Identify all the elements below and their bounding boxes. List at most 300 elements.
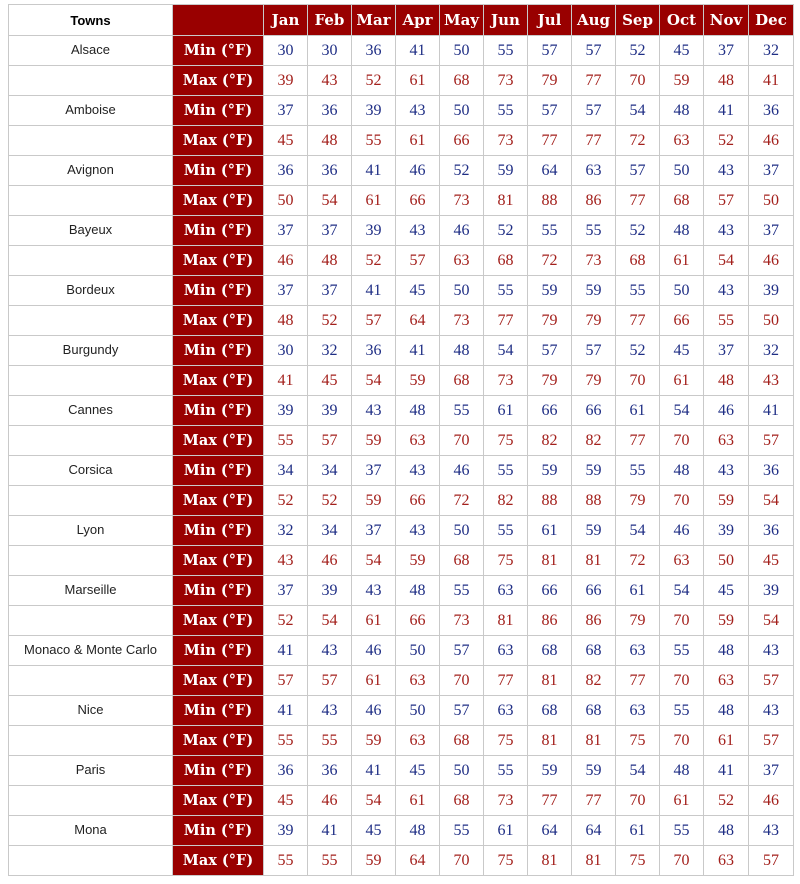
min-temp-cell: 66	[528, 576, 572, 606]
town-spacer	[9, 546, 173, 576]
min-temp-cell: 36	[264, 756, 308, 786]
min-temp-cell: 46	[440, 456, 484, 486]
min-temp-cell: 45	[660, 36, 704, 66]
min-temp-cell: 57	[528, 336, 572, 366]
min-temp-cell: 63	[616, 636, 660, 666]
town-name: Monaco & Monte Carlo	[9, 636, 173, 666]
town-name: Corsica	[9, 456, 173, 486]
month-header: Apr	[396, 5, 440, 36]
min-temp-cell: 43	[396, 96, 440, 126]
max-temp-cell: 61	[352, 606, 396, 636]
town-spacer	[9, 846, 173, 876]
max-temp-cell: 55	[352, 126, 396, 156]
max-temp-cell: 63	[396, 726, 440, 756]
min-temp-cell: 45	[396, 276, 440, 306]
max-temp-cell: 41	[264, 366, 308, 396]
min-temp-cell: 63	[484, 576, 528, 606]
min-temp-cell: 36	[308, 156, 352, 186]
max-temp-cell: 77	[528, 126, 572, 156]
max-temp-cell: 77	[616, 426, 660, 456]
max-temp-cell: 48	[308, 246, 352, 276]
month-header: Aug	[572, 5, 616, 36]
min-temp-cell: 32	[264, 516, 308, 546]
max-temp-cell: 57	[749, 666, 794, 696]
table-row-max	[9, 246, 794, 276]
max-temp-cell: 55	[264, 846, 308, 876]
max-temp-cell: 73	[484, 366, 528, 396]
min-temp-cell: 37	[264, 576, 308, 606]
max-temp-cell: 48	[704, 366, 749, 396]
max-temp-cell: 50	[704, 546, 749, 576]
max-temp-cell: 68	[440, 546, 484, 576]
table-row-max	[9, 486, 794, 516]
max-temp-cell: 52	[352, 246, 396, 276]
min-temp-cell: 43	[396, 216, 440, 246]
max-temp-cell: 72	[616, 546, 660, 576]
max-label: Max (°F)	[173, 846, 264, 876]
min-temp-cell: 43	[704, 456, 749, 486]
min-temp-cell: 63	[484, 696, 528, 726]
max-label: Max (°F)	[173, 666, 264, 696]
min-temp-cell: 68	[572, 696, 616, 726]
min-temp-cell: 59	[484, 156, 528, 186]
town-name: Bordeux	[9, 276, 173, 306]
max-temp-cell: 64	[396, 846, 440, 876]
max-temp-cell: 55	[704, 306, 749, 336]
max-label: Max (°F)	[173, 126, 264, 156]
min-temp-cell: 66	[528, 396, 572, 426]
min-temp-cell: 39	[308, 576, 352, 606]
max-temp-cell: 54	[308, 606, 352, 636]
max-temp-cell: 61	[352, 666, 396, 696]
max-temp-cell: 82	[528, 426, 572, 456]
min-temp-cell: 30	[264, 336, 308, 366]
town-spacer	[9, 306, 173, 336]
max-temp-cell: 41	[749, 66, 794, 96]
max-temp-cell: 46	[264, 246, 308, 276]
max-temp-cell: 66	[396, 606, 440, 636]
min-temp-cell: 36	[308, 756, 352, 786]
max-temp-cell: 79	[528, 306, 572, 336]
max-temp-cell: 46	[308, 546, 352, 576]
max-label: Max (°F)	[173, 66, 264, 96]
max-temp-cell: 54	[749, 486, 794, 516]
min-temp-cell: 54	[660, 576, 704, 606]
max-temp-cell: 61	[352, 186, 396, 216]
min-temp-cell: 55	[616, 456, 660, 486]
max-temp-cell: 48	[264, 306, 308, 336]
max-temp-cell: 70	[660, 846, 704, 876]
min-temp-cell: 32	[749, 36, 794, 66]
table-row-max	[9, 666, 794, 696]
min-temp-cell: 59	[572, 756, 616, 786]
max-temp-cell: 66	[396, 186, 440, 216]
min-temp-cell: 43	[749, 696, 794, 726]
min-label: Min (°F)	[173, 36, 264, 66]
min-temp-cell: 39	[749, 576, 794, 606]
max-temp-cell: 66	[440, 126, 484, 156]
min-temp-cell: 41	[749, 396, 794, 426]
max-temp-cell: 79	[528, 66, 572, 96]
min-temp-cell: 41	[704, 756, 749, 786]
min-temp-cell: 43	[352, 396, 396, 426]
month-header: May	[440, 5, 484, 36]
min-temp-cell: 55	[440, 576, 484, 606]
max-temp-cell: 81	[528, 666, 572, 696]
min-temp-cell: 39	[352, 216, 396, 246]
min-temp-cell: 41	[396, 336, 440, 366]
max-temp-cell: 86	[572, 186, 616, 216]
min-temp-cell: 55	[484, 96, 528, 126]
max-temp-cell: 77	[616, 306, 660, 336]
max-temp-cell: 50	[264, 186, 308, 216]
min-label: Min (°F)	[173, 276, 264, 306]
town-spacer	[9, 66, 173, 96]
min-temp-cell: 37	[264, 216, 308, 246]
min-temp-cell: 48	[660, 756, 704, 786]
max-label: Max (°F)	[173, 186, 264, 216]
table-row-min	[9, 276, 794, 306]
max-temp-cell: 86	[572, 606, 616, 636]
table-row-min	[9, 516, 794, 546]
town-spacer	[9, 366, 173, 396]
max-temp-cell: 59	[352, 486, 396, 516]
max-temp-cell: 54	[749, 606, 794, 636]
min-temp-cell: 61	[616, 576, 660, 606]
min-temp-cell: 57	[616, 156, 660, 186]
max-temp-cell: 54	[352, 786, 396, 816]
min-temp-cell: 39	[308, 396, 352, 426]
max-temp-cell: 54	[352, 546, 396, 576]
min-temp-cell: 43	[704, 216, 749, 246]
min-temp-cell: 55	[484, 456, 528, 486]
max-temp-cell: 57	[308, 426, 352, 456]
max-temp-cell: 73	[440, 606, 484, 636]
max-temp-cell: 63	[396, 666, 440, 696]
min-temp-cell: 43	[308, 696, 352, 726]
max-temp-cell: 46	[749, 786, 794, 816]
max-temp-cell: 54	[352, 366, 396, 396]
max-temp-cell: 70	[616, 786, 660, 816]
max-temp-cell: 77	[616, 666, 660, 696]
min-temp-cell: 48	[396, 576, 440, 606]
max-label: Max (°F)	[173, 366, 264, 396]
min-label: Min (°F)	[173, 576, 264, 606]
min-temp-cell: 66	[572, 576, 616, 606]
min-label: Min (°F)	[173, 96, 264, 126]
min-temp-cell: 37	[264, 96, 308, 126]
min-temp-cell: 30	[264, 36, 308, 66]
min-temp-cell: 55	[616, 276, 660, 306]
min-temp-cell: 46	[440, 216, 484, 246]
max-temp-cell: 70	[440, 666, 484, 696]
min-temp-cell: 55	[440, 396, 484, 426]
town-spacer	[9, 666, 173, 696]
max-temp-cell: 52	[264, 606, 308, 636]
max-temp-cell: 55	[264, 726, 308, 756]
min-temp-cell: 48	[440, 336, 484, 366]
label-header	[173, 5, 264, 36]
min-temp-cell: 52	[440, 156, 484, 186]
max-temp-cell: 63	[704, 666, 749, 696]
min-temp-cell: 50	[396, 636, 440, 666]
max-temp-cell: 46	[749, 126, 794, 156]
min-temp-cell: 41	[352, 156, 396, 186]
max-temp-cell: 75	[616, 726, 660, 756]
min-temp-cell: 37	[704, 36, 749, 66]
min-temp-cell: 64	[572, 816, 616, 846]
max-temp-cell: 79	[528, 366, 572, 396]
max-temp-cell: 73	[484, 126, 528, 156]
max-temp-cell: 45	[264, 126, 308, 156]
max-temp-cell: 63	[704, 426, 749, 456]
min-label: Min (°F)	[173, 216, 264, 246]
min-temp-cell: 48	[704, 696, 749, 726]
min-temp-cell: 52	[616, 336, 660, 366]
table-row-min	[9, 396, 794, 426]
max-temp-cell: 81	[572, 546, 616, 576]
max-temp-cell: 63	[660, 546, 704, 576]
max-label: Max (°F)	[173, 786, 264, 816]
max-temp-cell: 72	[616, 126, 660, 156]
max-temp-cell: 59	[352, 846, 396, 876]
min-temp-cell: 54	[616, 96, 660, 126]
table-row-min	[9, 576, 794, 606]
town-name: Alsace	[9, 36, 173, 66]
table-row-min	[9, 156, 794, 186]
min-temp-cell: 55	[440, 816, 484, 846]
max-temp-cell: 88	[572, 486, 616, 516]
max-temp-cell: 63	[440, 246, 484, 276]
min-temp-cell: 37	[264, 276, 308, 306]
max-temp-cell: 88	[528, 186, 572, 216]
min-temp-cell: 61	[616, 816, 660, 846]
max-temp-cell: 70	[660, 486, 704, 516]
max-temp-cell: 52	[704, 126, 749, 156]
table-row-min	[9, 96, 794, 126]
table-row-max	[9, 126, 794, 156]
min-temp-cell: 36	[749, 96, 794, 126]
min-temp-cell: 32	[749, 336, 794, 366]
min-temp-cell: 48	[704, 636, 749, 666]
table-row-min	[9, 636, 794, 666]
min-temp-cell: 68	[528, 636, 572, 666]
max-temp-cell: 77	[616, 186, 660, 216]
table-row-min	[9, 36, 794, 66]
min-temp-cell: 41	[704, 96, 749, 126]
max-temp-cell: 82	[572, 426, 616, 456]
max-temp-cell: 61	[396, 786, 440, 816]
max-temp-cell: 77	[528, 786, 572, 816]
min-temp-cell: 63	[572, 156, 616, 186]
min-temp-cell: 59	[572, 516, 616, 546]
min-temp-cell: 57	[528, 36, 572, 66]
table-row-max	[9, 546, 794, 576]
max-temp-cell: 82	[484, 486, 528, 516]
max-temp-cell: 68	[440, 786, 484, 816]
min-temp-cell: 55	[572, 216, 616, 246]
min-temp-cell: 41	[308, 816, 352, 846]
max-temp-cell: 68	[440, 726, 484, 756]
min-temp-cell: 43	[396, 516, 440, 546]
min-temp-cell: 57	[528, 96, 572, 126]
min-temp-cell: 55	[660, 816, 704, 846]
min-temp-cell: 37	[352, 456, 396, 486]
max-temp-cell: 86	[528, 606, 572, 636]
min-temp-cell: 43	[352, 576, 396, 606]
max-temp-cell: 68	[440, 66, 484, 96]
max-temp-cell: 70	[616, 366, 660, 396]
min-temp-cell: 57	[572, 336, 616, 366]
max-temp-cell: 57	[749, 846, 794, 876]
min-label: Min (°F)	[173, 696, 264, 726]
table-row-max	[9, 186, 794, 216]
min-temp-cell: 37	[704, 336, 749, 366]
min-temp-cell: 50	[440, 756, 484, 786]
max-temp-cell: 59	[352, 426, 396, 456]
min-temp-cell: 48	[396, 396, 440, 426]
town-name: Avignon	[9, 156, 173, 186]
max-temp-cell: 52	[308, 306, 352, 336]
min-temp-cell: 43	[749, 636, 794, 666]
min-temp-cell: 37	[749, 216, 794, 246]
max-label: Max (°F)	[173, 426, 264, 456]
max-temp-cell: 48	[308, 126, 352, 156]
min-temp-cell: 37	[352, 516, 396, 546]
month-header: Nov	[704, 5, 749, 36]
max-temp-cell: 70	[440, 846, 484, 876]
max-temp-cell: 61	[396, 66, 440, 96]
max-temp-cell: 68	[440, 366, 484, 396]
max-temp-cell: 57	[704, 186, 749, 216]
min-temp-cell: 32	[308, 336, 352, 366]
max-temp-cell: 82	[572, 666, 616, 696]
min-temp-cell: 43	[749, 816, 794, 846]
min-temp-cell: 50	[440, 276, 484, 306]
min-temp-cell: 48	[396, 816, 440, 846]
temperature-table-container	[8, 4, 794, 876]
town-spacer	[9, 426, 173, 456]
max-temp-cell: 59	[352, 726, 396, 756]
min-temp-cell: 46	[396, 156, 440, 186]
min-temp-cell: 63	[484, 636, 528, 666]
max-temp-cell: 79	[616, 486, 660, 516]
max-temp-cell: 81	[572, 846, 616, 876]
max-temp-cell: 61	[704, 726, 749, 756]
max-temp-cell: 68	[616, 246, 660, 276]
max-label: Max (°F)	[173, 306, 264, 336]
town-name: Burgundy	[9, 336, 173, 366]
max-temp-cell: 70	[660, 726, 704, 756]
max-temp-cell: 59	[396, 546, 440, 576]
max-temp-cell: 81	[572, 726, 616, 756]
min-temp-cell: 46	[704, 396, 749, 426]
min-temp-cell: 34	[308, 516, 352, 546]
max-temp-cell: 70	[616, 66, 660, 96]
table-row-max	[9, 366, 794, 396]
min-label: Min (°F)	[173, 456, 264, 486]
min-temp-cell: 46	[352, 636, 396, 666]
min-label: Min (°F)	[173, 816, 264, 846]
max-temp-cell: 72	[440, 486, 484, 516]
max-temp-cell: 54	[308, 186, 352, 216]
max-temp-cell: 81	[484, 186, 528, 216]
max-temp-cell: 46	[308, 786, 352, 816]
max-temp-cell: 46	[749, 246, 794, 276]
max-temp-cell: 81	[484, 606, 528, 636]
min-temp-cell: 59	[528, 456, 572, 486]
min-temp-cell: 37	[308, 216, 352, 246]
min-temp-cell: 39	[704, 516, 749, 546]
max-temp-cell: 81	[528, 546, 572, 576]
max-temp-cell: 75	[616, 846, 660, 876]
min-temp-cell: 48	[660, 456, 704, 486]
town-spacer	[9, 186, 173, 216]
max-temp-cell: 64	[396, 306, 440, 336]
min-temp-cell: 54	[660, 396, 704, 426]
table-row-min	[9, 816, 794, 846]
max-temp-cell: 45	[264, 786, 308, 816]
max-temp-cell: 55	[264, 426, 308, 456]
max-temp-cell: 43	[264, 546, 308, 576]
max-temp-cell: 52	[264, 486, 308, 516]
max-temp-cell: 63	[704, 846, 749, 876]
min-temp-cell: 37	[308, 276, 352, 306]
min-temp-cell: 45	[352, 816, 396, 846]
max-temp-cell: 79	[616, 606, 660, 636]
max-temp-cell: 77	[572, 66, 616, 96]
max-temp-cell: 73	[572, 246, 616, 276]
min-temp-cell: 50	[660, 276, 704, 306]
min-temp-cell: 59	[572, 276, 616, 306]
min-temp-cell: 50	[440, 96, 484, 126]
max-temp-cell: 70	[660, 666, 704, 696]
town-name: Mona	[9, 816, 173, 846]
min-temp-cell: 52	[616, 216, 660, 246]
min-temp-cell: 54	[616, 516, 660, 546]
min-temp-cell: 57	[440, 696, 484, 726]
max-temp-cell: 72	[528, 246, 572, 276]
max-label: Max (°F)	[173, 486, 264, 516]
temperature-table	[8, 4, 794, 876]
table-row-max	[9, 66, 794, 96]
min-temp-cell: 41	[396, 36, 440, 66]
min-temp-cell: 59	[528, 756, 572, 786]
town-name: Lyon	[9, 516, 173, 546]
max-temp-cell: 52	[352, 66, 396, 96]
min-temp-cell: 55	[528, 216, 572, 246]
max-temp-cell: 55	[308, 846, 352, 876]
min-temp-cell: 46	[660, 516, 704, 546]
month-header: Sep	[616, 5, 660, 36]
max-temp-cell: 63	[396, 426, 440, 456]
max-temp-cell: 75	[484, 426, 528, 456]
max-temp-cell: 55	[308, 726, 352, 756]
month-header: Jan	[264, 5, 308, 36]
min-temp-cell: 34	[264, 456, 308, 486]
min-temp-cell: 46	[352, 696, 396, 726]
max-temp-cell: 59	[704, 606, 749, 636]
max-temp-cell: 45	[308, 366, 352, 396]
max-temp-cell: 77	[484, 666, 528, 696]
max-temp-cell: 61	[396, 126, 440, 156]
max-temp-cell: 75	[484, 546, 528, 576]
table-row-max	[9, 786, 794, 816]
max-temp-cell: 61	[660, 786, 704, 816]
min-temp-cell: 52	[616, 36, 660, 66]
min-temp-cell: 55	[484, 276, 528, 306]
min-temp-cell: 63	[616, 696, 660, 726]
